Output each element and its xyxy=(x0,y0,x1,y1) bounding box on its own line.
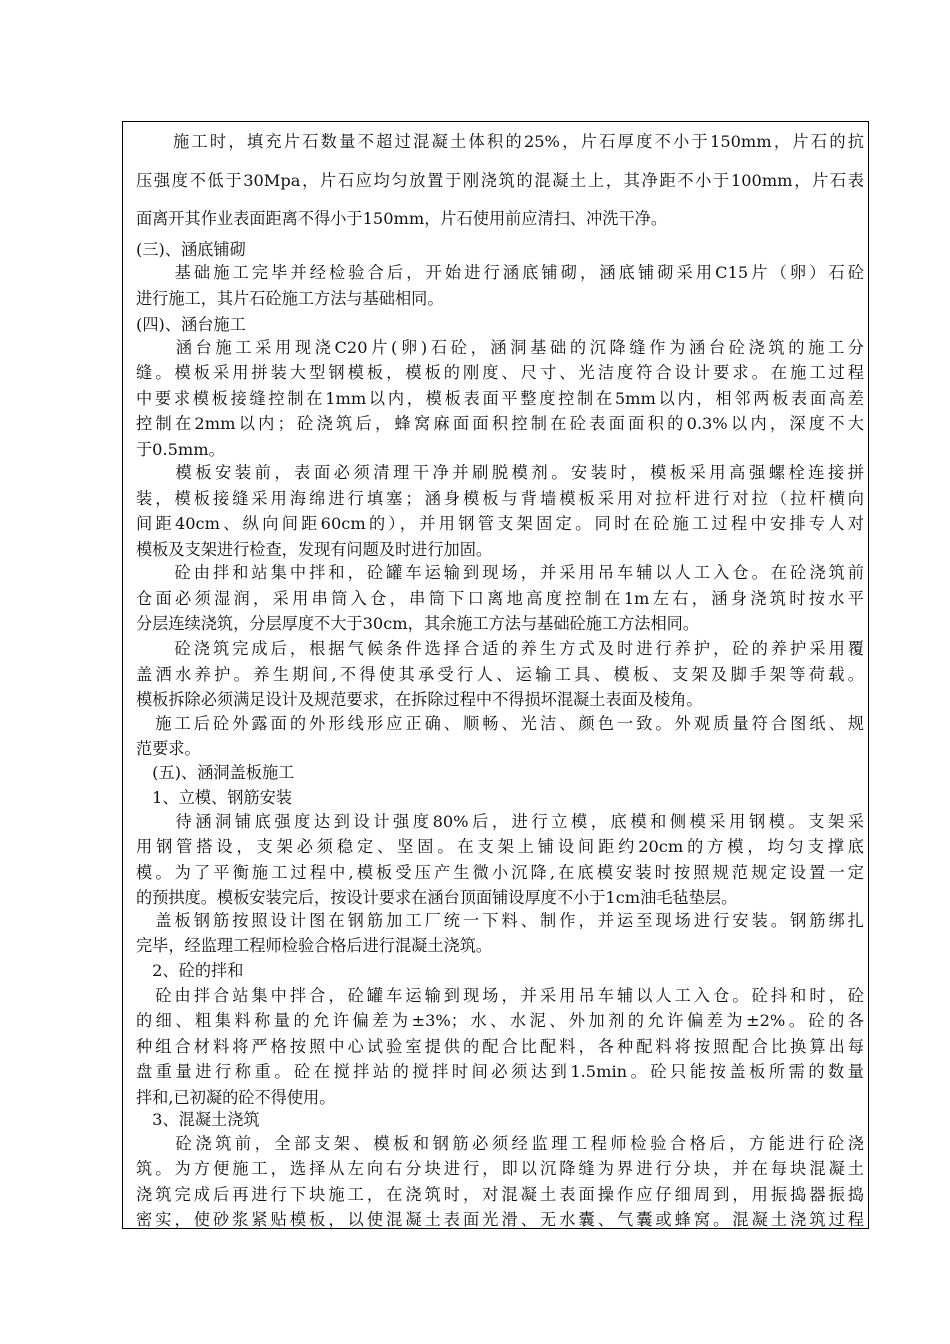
body-paragraph xyxy=(136,335,864,462)
section-heading xyxy=(136,760,864,786)
text-line: 用钢管搭设，支架必须稳定、坚固。在支架上铺设间距约20cm的方模，均匀支撑底 xyxy=(136,837,864,857)
text-line: 浇筑完成后再进行下块施工，在浇筑时，对混凝土表面操作应仔细周到，用振捣器振捣 xyxy=(136,1184,864,1204)
text-line: 盘重量进行称重。砼在搅拌站的搅拌时间必须达到1.5min。砼只能按盖板所需的数量 xyxy=(136,1062,864,1082)
text-line: 模板拆除必须满足设计及规范要求，在拆除过程中不得损坏混凝土表面及棱角。 xyxy=(136,690,703,710)
text-line: 砼浇筑完成后，根据气候条件选择合适的养生方式及时进行养护，砼的养护采用覆 xyxy=(136,639,864,658)
section-heading xyxy=(136,1107,864,1133)
text-line: 模板及支架进行检查，发现有问题及时进行加固。 xyxy=(136,539,493,559)
text-line: 于0.5mm。 xyxy=(136,439,225,459)
text-line: 施工时，填充片石数量不超过混凝土体积的25%，片石厚度不小于150mm，片石的抗 xyxy=(136,132,864,151)
body-paragraph xyxy=(136,560,864,637)
text-line: 砼由拌和站集中拌和，砼罐车运输到现场，并采用吊车辅以人工入仓。在砼浇筑前 xyxy=(136,563,864,582)
text-line: 仓面必须湿润，采用串筒入仓，串筒下口离地高度控制在1m左右，涵身浇筑时按水平 xyxy=(136,588,864,608)
text-line: 1、立模、钢筋安装 xyxy=(136,788,292,807)
text-line: (四)、涵台施工 xyxy=(136,315,246,334)
text-line: (五)、涵洞盖板施工 xyxy=(136,763,295,782)
text-line: 砼由拌合站集中拌合，砼罐车运输到现场，并采用吊车辅以人工入仓。砼抖和时，砼 xyxy=(136,986,864,1005)
text-line: 盖洒水养护。养生期间,不得使其承受行人、运输工具、模板、支架及脚手架等荷载。 xyxy=(136,664,864,684)
text-line: 装，模板接缝采用海绵进行填塞；涵身模板与背墙模板采用对拉杆进行对拉（拉杆横向 xyxy=(136,488,864,508)
text-line: (三)、涵底铺砌 xyxy=(136,240,246,259)
text-line: 范要求。 xyxy=(136,738,201,758)
text-line: 涵台施工采用现浇C20片(卵)石砼，涵洞基础的沉降缝作为涵台砼浇筑的施工分 xyxy=(136,338,864,357)
text-line: 基础施工完毕并经检验合后，开始进行涵底铺砌，涵底铺砌采用C15片（卵）石砼 xyxy=(136,263,864,282)
body-paragraph xyxy=(136,712,864,762)
text-line: 分层连续浇筑，分层厚度不大于30cm，其余施工方法与基础砼施工方法相同。 xyxy=(136,614,700,634)
text-line: 3、混凝土浇筑 xyxy=(136,1110,260,1129)
text-line: 的细、粗集料称量的允许偏差为±3%；水、水泥、外加剂的允许偏差为±2%。砼的各 xyxy=(136,1011,864,1031)
text-line: 完毕，经监理工程师检验合格后进行混凝土浇筑。 xyxy=(136,935,493,955)
text-line: 密实，使砂浆紧贴模板，以使混凝土表面光滑、无水囊、气囊或蜂窝。混凝土浇筑过程 xyxy=(136,1210,864,1230)
text-line: 拌和,已初凝的砼不得使用。 xyxy=(136,1087,336,1107)
body-paragraph xyxy=(136,460,864,562)
body-paragraph xyxy=(136,260,864,312)
body-paragraph xyxy=(136,909,864,959)
text-line: 施工后砼外露面的外形线形应正确、顺畅、光洁、颜色一致。外观质量符合图纸、规 xyxy=(136,714,864,733)
text-line: 模。为了平衡施工过程中,模板受压产生微小沉降,在底模安装时按照规范规定设置一定 xyxy=(136,862,864,882)
text-line: 筑。为方便施工，选择从左向右分块进行，即以沉降缝为界进行分块，并在每块混凝土 xyxy=(136,1159,864,1179)
text-line: 的预拱度。模板安装完后，按设计要求在涵台顶面铺设厚度不小于1cm油毛毡垫层。 xyxy=(136,888,738,908)
body-paragraph xyxy=(136,983,864,1110)
text-line: 中要求模板接缝控制在1mm以内，模板表面平整度控制在5mm以内，相邻两板表面高差 xyxy=(136,388,864,408)
text-line: 压强度不低于30Mpa，片石应均匀放置于刚浇筑的混凝土上，其净距不小于100mm，片石表 xyxy=(136,170,864,190)
section-heading xyxy=(136,958,864,984)
text-line: 待涵洞铺底强度达到设计强度80%后，进行立模，底模和侧模采用钢模。支架采 xyxy=(136,812,864,831)
text-line: 缝。模板采用拼装大型钢模板，模板的刚度、尺寸、光洁度符合设计要求。在施工过程 xyxy=(136,363,864,383)
body-paragraph xyxy=(136,123,864,239)
text-line: 砼浇筑前，全部支架、模板和钢筋必须经监理工程师检验合格后，方能进行砼浇 xyxy=(136,1134,864,1153)
text-line: 进行施工，其片石砼施工方法与基础相同。 xyxy=(136,289,444,308)
text-line: 面离开其作业表面距离不得小于150mm，片石使用前应清扫、冲洗干净。 xyxy=(136,209,668,228)
body-paragraph xyxy=(136,809,864,911)
text-line: 控制在2mm以内；砼浇筑后，蜂窝麻面面积控制在砼表面面积的0.3%以内，深度不大 xyxy=(136,414,864,434)
section-heading xyxy=(136,785,864,811)
body-paragraph xyxy=(136,1131,864,1233)
text-line: 盖板钢筋按照设计图在钢筋加工厂统一下料、制作，并运至现场进行安装。钢筋绑扎 xyxy=(136,911,864,930)
text-line: 间距40cm、纵向间距60cm的），并用钢管支架固定。同时在砼施工过程中安排专人对 xyxy=(136,514,864,534)
text-line: 种组合材料将严格按照中心试验室提供的配合比配料，各种配料将按照配合比换算出每 xyxy=(136,1036,864,1056)
text-line: 2、砼的拌和 xyxy=(136,961,244,980)
body-paragraph xyxy=(136,636,864,713)
text-line: 模板安装前，表面必须清理干净并刷脱模剂。安装时，模板采用高强螺栓连接拼 xyxy=(136,463,864,482)
